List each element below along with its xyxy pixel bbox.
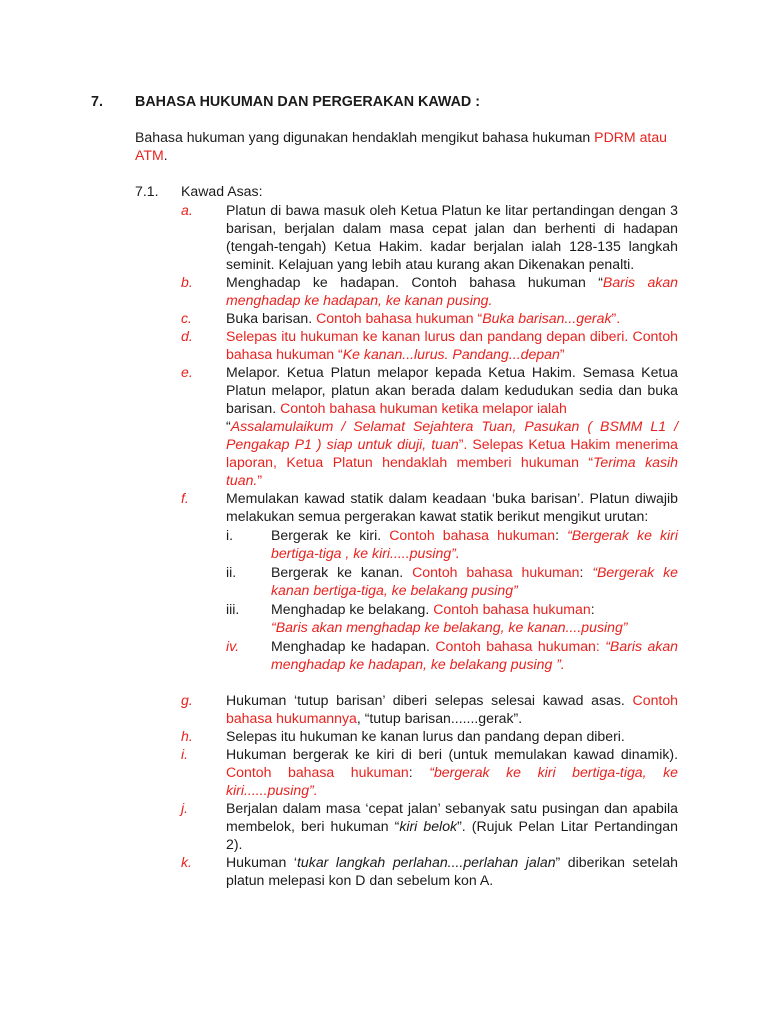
sub-marker: i. bbox=[226, 527, 234, 543]
colon: : bbox=[579, 564, 593, 580]
example-label: Contoh bahasa hukuman bbox=[226, 764, 409, 780]
command-example: tukar langkah perlahan....perlahan jalan bbox=[297, 854, 556, 870]
item-text-2: , “tutup barisan.......gerak”. bbox=[356, 710, 523, 726]
item-text: Menghadap ke hadapan. Contoh bahasa hukuman “ bbox=[226, 274, 603, 290]
colon: : bbox=[555, 527, 568, 543]
list-item-d bbox=[181, 327, 678, 363]
command-example: Ke kanan...lurus. Pandang...depan bbox=[342, 346, 560, 362]
item-marker: c. bbox=[181, 310, 192, 326]
example-label: Contoh bahasa hukuman “ bbox=[316, 310, 483, 326]
item-text: Selepas itu hukuman ke kanan lurus dan pandang depan diberi. Contoh bahasa hukuman “ bbox=[226, 328, 678, 362]
item-text: Berjalan dalam masa ‘cepat jalan’ sebanyak satu pusingan dan apabila membelok, beri hukuman “ bbox=[226, 800, 678, 834]
sub-text: Bergerak ke kanan. bbox=[271, 564, 413, 580]
heading-number: 7. bbox=[91, 94, 103, 110]
item-marker: g. bbox=[181, 692, 193, 708]
sub-marker: iii. bbox=[226, 601, 240, 617]
quote-end: ” bbox=[559, 346, 565, 362]
sub-marker: iv. bbox=[226, 638, 240, 654]
item-text: Hukuman ‘tutup barisan’ diberi selepas selesai kawad asas. bbox=[226, 692, 633, 708]
command-example: Baris akan menghadap ke hadapan, ke kanan pusing. bbox=[226, 274, 679, 308]
subsection-number: 7.1. bbox=[135, 183, 159, 199]
item-marker: k. bbox=[181, 854, 192, 870]
list-item-j bbox=[181, 799, 678, 853]
sub-list bbox=[226, 526, 678, 673]
item-marker: b. bbox=[181, 274, 193, 290]
item-list bbox=[181, 201, 678, 889]
colon: : bbox=[408, 764, 430, 780]
sub-text: Menghadap ke hadapan. bbox=[271, 638, 436, 654]
item-text-2: ” diberikan setelah platun melepasi kon D dan sebelum kon A. bbox=[226, 854, 678, 888]
example-label: Contoh bahasa hukuman bbox=[389, 527, 556, 543]
command-example: “Bergerak ke kiri bertiga-tiga , ke kiri.....pusing”. bbox=[271, 527, 678, 561]
quote-end: ” bbox=[257, 472, 263, 488]
colon: : bbox=[595, 638, 606, 654]
example-label: Contoh bahasa hukuman bbox=[435, 638, 596, 654]
item-text: Hukuman bergerak ke kiri di beri (untuk memulakan kawad dinamik). bbox=[226, 746, 678, 762]
list-item-k bbox=[181, 853, 678, 889]
sub-item-ii bbox=[226, 563, 678, 599]
example-label: Contoh bahasa hukumannya bbox=[226, 692, 678, 726]
sub-item-i bbox=[226, 526, 678, 562]
list-item-g bbox=[181, 691, 678, 727]
command-example-2: Terima kasih tuan. bbox=[226, 454, 679, 488]
item-text: Buka barisan. bbox=[226, 310, 317, 326]
sub-item-iii bbox=[226, 600, 678, 636]
list-item-c bbox=[181, 309, 678, 327]
spacer bbox=[181, 673, 678, 691]
list-item-e bbox=[181, 363, 678, 489]
command-example: Buka barisan...gerak bbox=[482, 310, 612, 326]
example-label: Contoh bahasa hukuman ketika melapor ialah bbox=[280, 400, 567, 416]
example-label: Contoh bahasa hukuman bbox=[433, 601, 591, 617]
command-example: “bergerak ke kiri bertiga-tiga, ke kiri......pusing”. bbox=[226, 764, 678, 798]
item-marker: d. bbox=[181, 328, 193, 344]
command-example: “Baris akan menghadap ke hadapan, ke belakang pusing ”. bbox=[271, 638, 678, 672]
intro-text: Bahasa hukuman yang digunakan hendaklah mengikut bahasa hukuman bbox=[135, 129, 595, 145]
item-marker: h. bbox=[181, 728, 193, 744]
colon: : bbox=[590, 601, 595, 617]
item-text: Memulakan kawad statik dalam keadaan ‘buka barisan’. Platun diwajib melakukan semua pergerakan kawat statik berikut mengikut urutan: bbox=[226, 490, 678, 524]
list-item-b bbox=[181, 273, 678, 309]
intro-red: PDRM atau ATM bbox=[135, 129, 668, 163]
item-text: Hukuman ‘ bbox=[226, 854, 298, 870]
sub-marker: ii. bbox=[226, 564, 237, 580]
item-marker: e. bbox=[181, 364, 193, 380]
list-item-h bbox=[181, 727, 678, 745]
item-text-red: ”. Selepas Ketua Hakim menerima laporan, Ketua Platun hendaklah memberi hukuman “ bbox=[226, 436, 678, 470]
sub-item-iv bbox=[226, 637, 678, 673]
command-example: Assalamulaikum / Selamat Sejahtera Tuan, Pasukan ( BSMM L1 / Pengakap P1 ) siap untuk diuji, tuan bbox=[226, 418, 678, 452]
command-example: “Baris akan menghadap ke belakang, ke kanan....pusing” bbox=[271, 619, 628, 635]
item-text-2: ”. (Rujuk Pelan Litar Pertandingan 2). bbox=[226, 818, 678, 852]
item-marker: a. bbox=[181, 202, 193, 218]
command-example: kiri belok bbox=[399, 818, 458, 834]
list-item-f bbox=[181, 489, 678, 673]
example-label: Contoh bahasa hukuman bbox=[412, 564, 580, 580]
quote-open: “ bbox=[226, 418, 231, 434]
sub-text: Menghadap ke belakang. bbox=[271, 601, 434, 617]
intro-end: . bbox=[163, 147, 168, 163]
command-example: “Bergerak ke kanan bertiga-tiga, ke belakang pusing” bbox=[271, 564, 678, 598]
item-text: Platun di bawa masuk oleh Ketua Platun ke litar pertandingan dengan 3 barisan, berjalan dalam masa cepat jalan dan berhenti di hadapan (tengah-tengah) Ketua Hakim. kadar berjalan ialah 128-135 langkah seminit. Kelajuan yang lebih atau kurang akan Dikenakan penalti. bbox=[226, 202, 678, 272]
item-marker: j. bbox=[181, 800, 189, 816]
subsection-title: Kawad Asas: bbox=[181, 183, 263, 199]
item-text: Melapor. Ketua Platun melapor kepada Ketua Hakim. Semasa Ketua Platun melapor, platun akan berada dalam kedudukan sedia dan buka barisan. bbox=[226, 364, 678, 416]
sub-text: Bergerak ke kiri. bbox=[271, 527, 390, 543]
quote-end: ”. bbox=[611, 310, 621, 326]
list-item-i bbox=[181, 745, 678, 799]
item-marker: i. bbox=[181, 746, 189, 762]
heading-title: BAHASA HUKUMAN DAN PERGERAKAN KAWAD : bbox=[135, 94, 480, 110]
item-marker: f. bbox=[181, 490, 189, 506]
intro-paragraph bbox=[135, 128, 680, 164]
item-text: Selepas itu hukuman ke kanan lurus dan pandang depan diberi. bbox=[226, 728, 625, 744]
list-item-a bbox=[181, 201, 678, 273]
